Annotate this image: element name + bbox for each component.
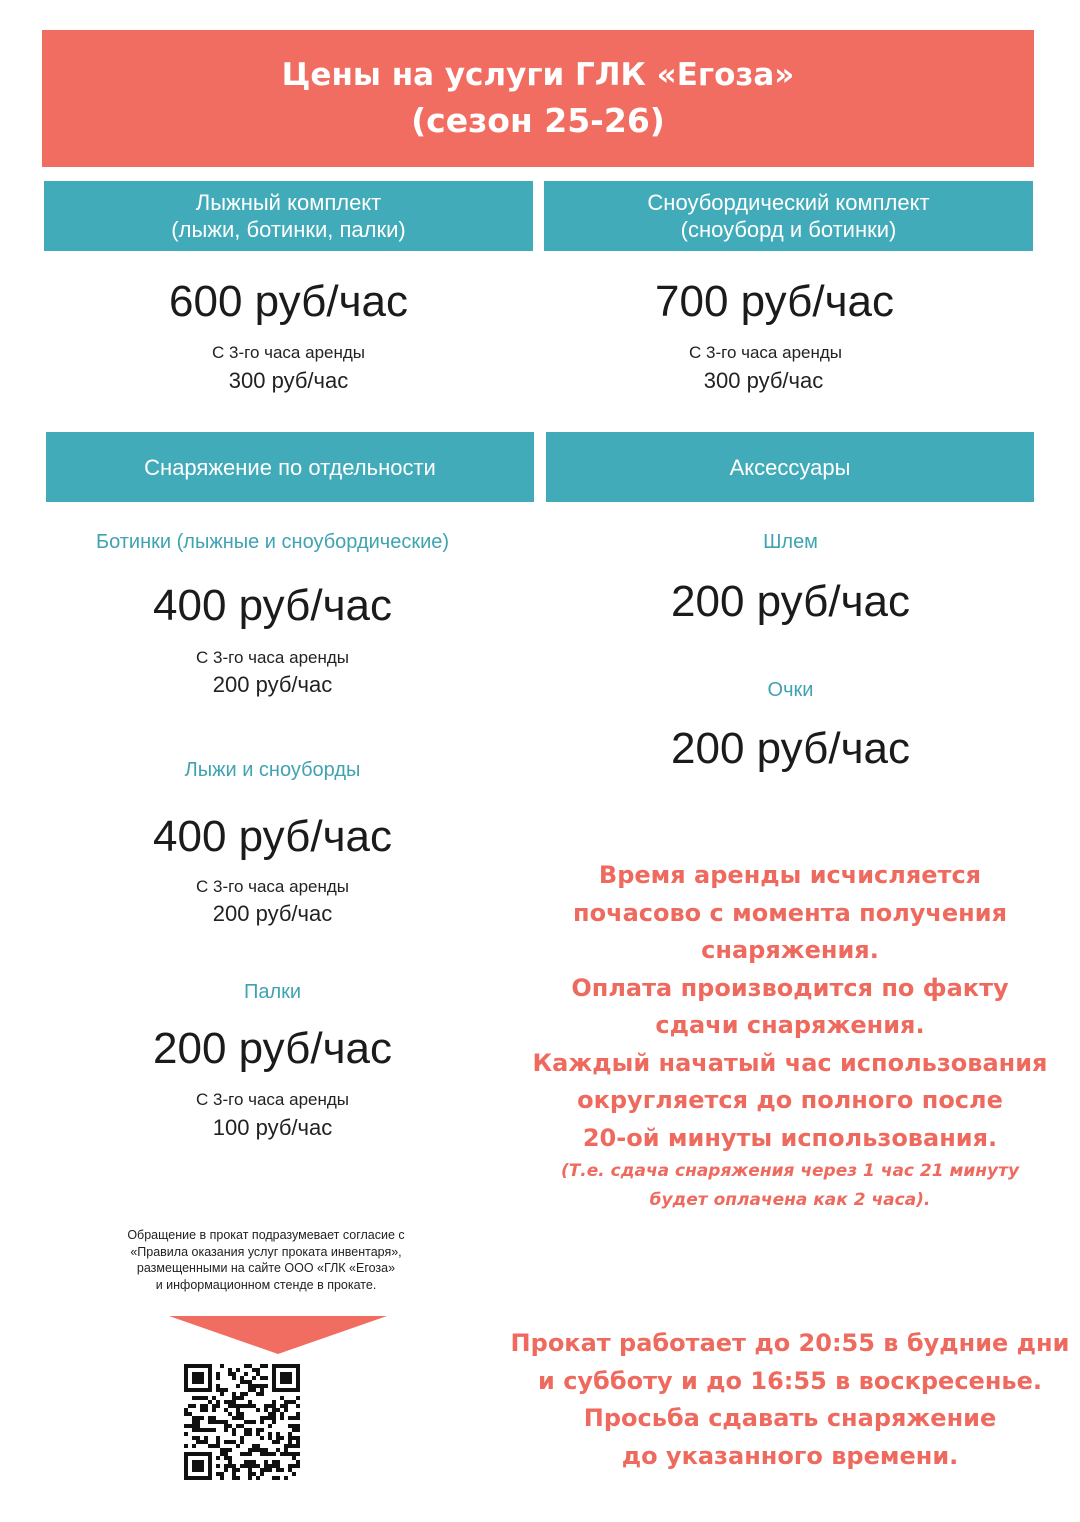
disclaimer [56, 1227, 476, 1293]
boots-note: С 3-го часа аренды [196, 648, 349, 667]
hours-line: до указанного времени. [621, 1441, 959, 1470]
poles-label: Палки [243, 981, 302, 1003]
rules-line: Оплата производится по факту [571, 973, 1009, 1002]
hours-line: Прокат работает до 20:55 в будние дни [510, 1329, 1070, 1357]
qr-code-graphic [184, 1364, 300, 1480]
boots-price: 400 руб/час [153, 581, 392, 630]
rules-example [520, 1157, 1060, 1215]
poles-price: 200 руб/час [153, 1024, 392, 1073]
skis-snowboards-price: 400 руб/час [153, 812, 392, 861]
ski-set-price: 600 руб/час [169, 277, 408, 326]
disclaimer-line: и информационном стенде в прокате. [155, 1277, 377, 1292]
snowboard-set-price: 700 руб/час [655, 277, 894, 326]
working-hours [500, 1325, 1080, 1475]
rules-line: сдачи снаряжения. [655, 1011, 925, 1039]
disclaimer-line: размещенными на сайте ООО «ГЛК «Егоза» [136, 1261, 396, 1275]
goggles-label: Очки [767, 679, 814, 701]
snowboard-set-header [544, 181, 1033, 251]
accessories-title: Аксессуары [729, 454, 851, 480]
rules-line: округляется до полного после [577, 1086, 1003, 1114]
helmet-label: Шлем [763, 531, 818, 553]
season-label: (сезон 25-26) [411, 100, 665, 140]
rules-line: снаряжения. [701, 936, 879, 964]
rental-rules [510, 857, 1070, 1157]
disclaimer-line: «Правила оказания услуг проката инвентаря», [130, 1244, 402, 1259]
accessories-header [546, 432, 1034, 502]
skis-snowboards-note: С 3-го часа аренды [196, 877, 349, 896]
ski-set-contents: (лыжи, ботинки, палки) [171, 217, 406, 242]
snowboard-set-note: С 3-го часа аренды [689, 343, 842, 362]
ski-set-reduced-price: 300 руб/час [228, 368, 349, 393]
rules-example-line: будет оплачена как 2 часа). [649, 1190, 931, 1210]
skis-snowboards-label: Лыжи и сноуборды [184, 759, 361, 781]
separate-equipment-title: Снаряжение по отдельности [144, 454, 436, 480]
hours-line: и субботу и до 16:55 в воскресенье. [538, 1366, 1042, 1395]
arrow-down-icon [169, 1316, 387, 1354]
ski-set-title: Лыжный комплект [195, 190, 382, 215]
page-title: Цены на услуги ГЛК «Егоза» [281, 56, 795, 93]
hours-line: Просьба сдавать снаряжение [583, 1404, 997, 1432]
page-title-banner [42, 30, 1034, 167]
snowboard-set-reduced-price: 300 руб/час [703, 368, 824, 393]
snowboard-set-title: Сноубордический комплект [647, 190, 930, 215]
boots-label: Ботинки (лыжные и сноубордические) [95, 531, 450, 553]
rules-line: 20-ой минуты использования. [582, 1123, 998, 1152]
skis-snowboards-reduced-price: 200 руб/час [212, 901, 333, 926]
snowboard-set-contents: (сноуборд и ботинки) [680, 217, 897, 242]
poles-note: С 3-го часа аренды [196, 1090, 349, 1109]
separate-equipment-header [46, 432, 534, 502]
qr-code-icon[interactable] [184, 1364, 300, 1480]
disclaimer-line: Обращение в прокат подразумевает согласие с [127, 1228, 405, 1242]
ski-set-header [44, 181, 533, 251]
rules-example-line: (Т.е. сдача снаряжения через 1 час 21 минуту [560, 1161, 1020, 1181]
ski-set-note: С 3-го часа аренды [212, 343, 365, 362]
rules-line: Каждый начатый час использования [532, 1048, 1048, 1077]
poles-reduced-price: 100 руб/час [212, 1115, 333, 1140]
helmet-price: 200 руб/час [671, 577, 910, 626]
rules-line: почасово с момента получения [573, 898, 1007, 927]
boots-reduced-price: 200 руб/час [212, 672, 333, 697]
goggles-price: 200 руб/час [671, 724, 910, 773]
rules-line: Время аренды исчисляется [598, 861, 982, 889]
